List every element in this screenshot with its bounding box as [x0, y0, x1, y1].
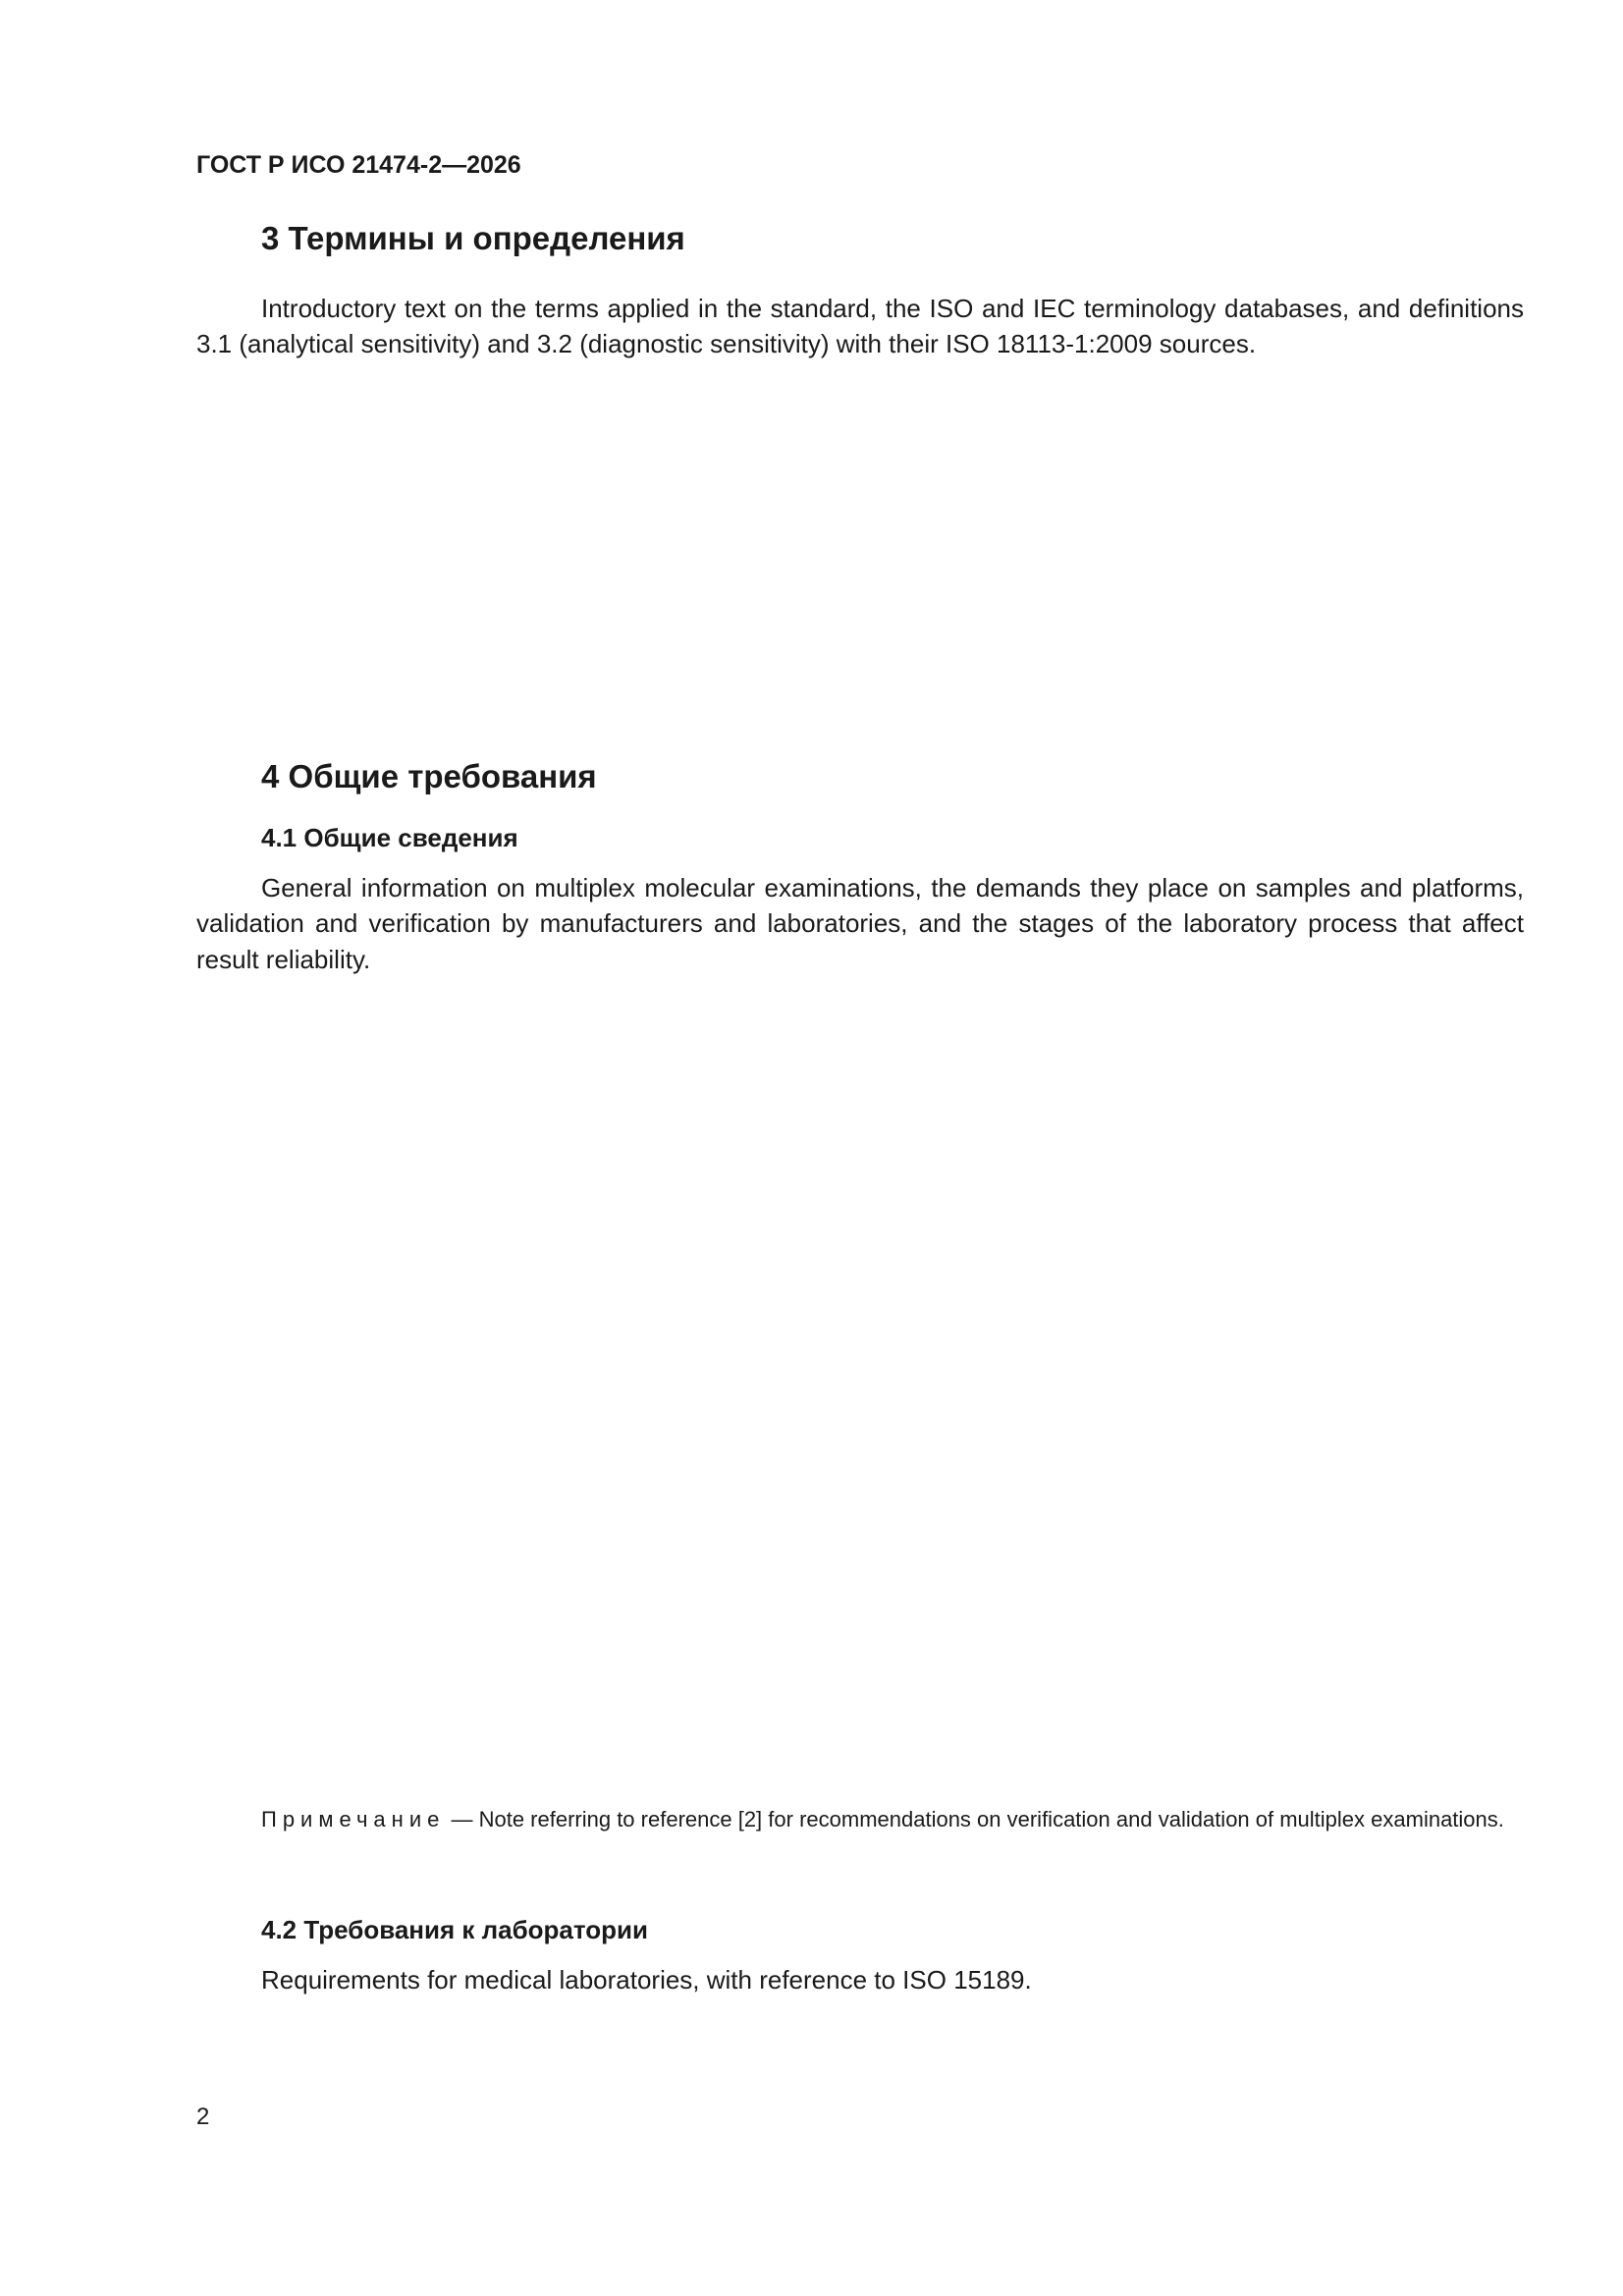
document-code: ГОСТ Р ИСО 21474-2—2026 [196, 151, 521, 179]
subsection-4-2-summary: Requirements for medical laboratories, with reference to ISO 15189. [261, 1965, 1032, 1995]
section-3-text [196, 291, 1524, 378]
note-label: Примечание [261, 1807, 446, 1831]
subsection-4-2-heading: 4.2 Требования к лаборатории [261, 1915, 648, 1944]
note-summary: Note referring to reference [2] for recommendations on verification and validation of multiplex examinations. [478, 1807, 1504, 1831]
subsection-4-1-heading: 4.1 Общие сведения [261, 823, 518, 852]
section-3-heading: 3 Термины и определения [261, 220, 685, 256]
subsection-4-1-text [196, 870, 1524, 993]
page-number: 2 [196, 2104, 210, 2130]
section-3-summary: Introductory text on the terms applied in the standard, the ISO and IEC terminology databases, and definitions 3.1 (analytical sensitivity) and 3.2 (diagnostic sensitivity) with their ISO 18113-1:2009 sources. [196, 294, 1524, 359]
subsection-4-1-summary: General information on multiplex molecular examinations, the demands they place on samples and platforms, validation and verification by manufacturers and laboratories, and the stages of the laboratory process that affect result reliability. [196, 873, 1524, 974]
note: Примечание — Note referring to reference [2] for recommendations on verification and validation of multiplex examinations. [261, 1807, 1504, 1831]
subsection-4-2-text [196, 1962, 1524, 2013]
section-4-heading: 4 Общие требования [261, 758, 597, 794]
